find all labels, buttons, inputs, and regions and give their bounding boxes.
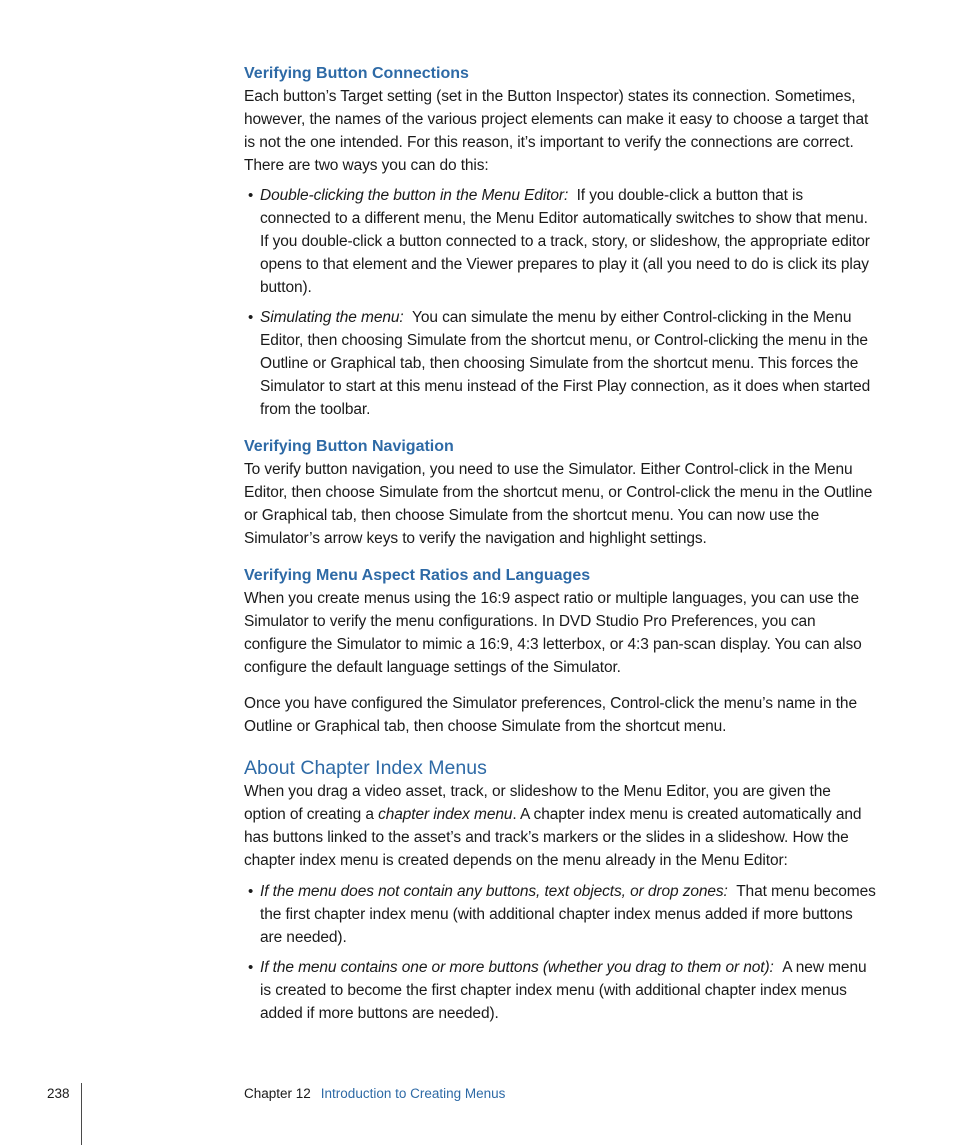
section-navigation — [244, 435, 876, 550]
bullet-text — [244, 306, 876, 421]
bullet-icon: • — [248, 959, 254, 976]
section-aspect — [244, 564, 876, 738]
bullet-lead: Double-clicking the button in the Menu Editor: — [260, 187, 569, 204]
bullet-text — [244, 956, 876, 1025]
chapter-body-post: . A chapter index menu is created automatically and has buttons linked to the asset’s and track’s markers or the slides in a slideshow. How the chapter index menu is created depends on the menu already in the Menu Editor: — [244, 806, 862, 869]
footer-chapter — [244, 1086, 505, 1101]
bullet-item-has-buttons — [244, 956, 876, 1025]
paragraph-aspect-1: When you create menus using the 16:9 aspect ratio or multiple languages, you can use the Simulator to verify the menu configurations. In DVD Studio Pro Preferences, you can configure the Simulator to mimic a 16:9, 4:3 letterbox, or 4:3 pan-scan display. You can also configure the default language settings of the Simulator. — [244, 590, 862, 676]
bullet-item-no-buttons — [244, 880, 876, 949]
paragraph-chapter — [244, 780, 876, 872]
footer-divider — [81, 1083, 82, 1145]
heading-verifying-button-navigation: Verifying Button Navigation — [244, 438, 454, 455]
chapter-label: Chapter 12 — [244, 1086, 311, 1101]
bullet-lead: If the menu does not contain any buttons, text objects, or drop zones: — [260, 883, 728, 900]
bullet-icon: • — [248, 309, 254, 326]
bullet-icon: • — [248, 187, 254, 204]
bullet-lead: If the menu contains one or more buttons (whether you drag to them or not): — [260, 959, 774, 976]
bullet-text — [244, 880, 876, 949]
page-number: 238 — [47, 1086, 70, 1101]
bullet-icon: • — [248, 883, 254, 900]
bullet-body: If you double-click a button that is connected to a different menu, the Menu Editor automatically switches to show that menu. If you double-click a button connected to a track, story, or slideshow, the appropriate editor opens to that element and the Viewer prepares to play it (all you need to do is click its play button). — [260, 187, 870, 296]
paragraph-connections: Each button’s Target setting (set in the Button Inspector) states its connection. Sometimes, however, the names of the various project elements can make it easy to choose a target that is not the one intended. For this reason, it’s important to verify the connections are correct. There are two ways you can do this: — [244, 88, 869, 174]
paragraph-aspect-2: Once you have configured the Simulator preferences, Control-click the menu’s name in the Outline or Graphical tab, then choose Simulate from the shortcut menu. — [244, 695, 857, 735]
chapter-body-pre: When you drag a video asset, track, or slideshow to the Menu Editor, you are given the option of creating a — [244, 783, 831, 823]
section-chapter-index — [244, 756, 876, 872]
bullet-text — [244, 184, 876, 299]
heading-verifying-aspect-ratios: Verifying Menu Aspect Ratios and Languages — [244, 567, 591, 584]
bullet-lead: Simulating the menu: — [260, 309, 404, 326]
bullet-body: A new menu is created to become the first chapter index menu (with additional chapter index menus added if more buttons are needed). — [260, 959, 867, 1022]
bullet-body: That menu becomes the first chapter index menu (with additional chapter index menus added if more buttons are needed). — [260, 883, 876, 946]
heading-verifying-button-connections: Verifying Button Connections — [244, 65, 469, 82]
bullet-item-double-click — [244, 184, 876, 299]
section-connections — [244, 62, 876, 177]
bullet-body: You can simulate the menu by either Control-clicking in the Menu Editor, then choosing Simulate from the shortcut menu, or Control-clicking the menu in the Outline or Graphical tab, then choosing Simulate from the shortcut menu. This forces the Simulator to start at this menu instead of the First Play connection, as it does when started from the toolbar. — [260, 309, 871, 418]
chapter-title-link[interactable]: Introduction to Creating Menus — [320, 1086, 506, 1101]
bullet-item-simulating — [244, 306, 876, 421]
paragraph-navigation: To verify button navigation, you need to use the Simulator. Either Control-click in the Menu Editor, then choose Simulate from the shortcut menu, or Control-click the menu in the Outline or Graphical tab, then choose Simulate from the shortcut menu. You can now use the Simulator’s arrow keys to verify the navigation and highlight settings. — [244, 461, 873, 547]
chapter-body-em: chapter index menu — [378, 806, 513, 823]
heading-about-chapter-index-menus: About Chapter Index Menus — [244, 757, 487, 779]
